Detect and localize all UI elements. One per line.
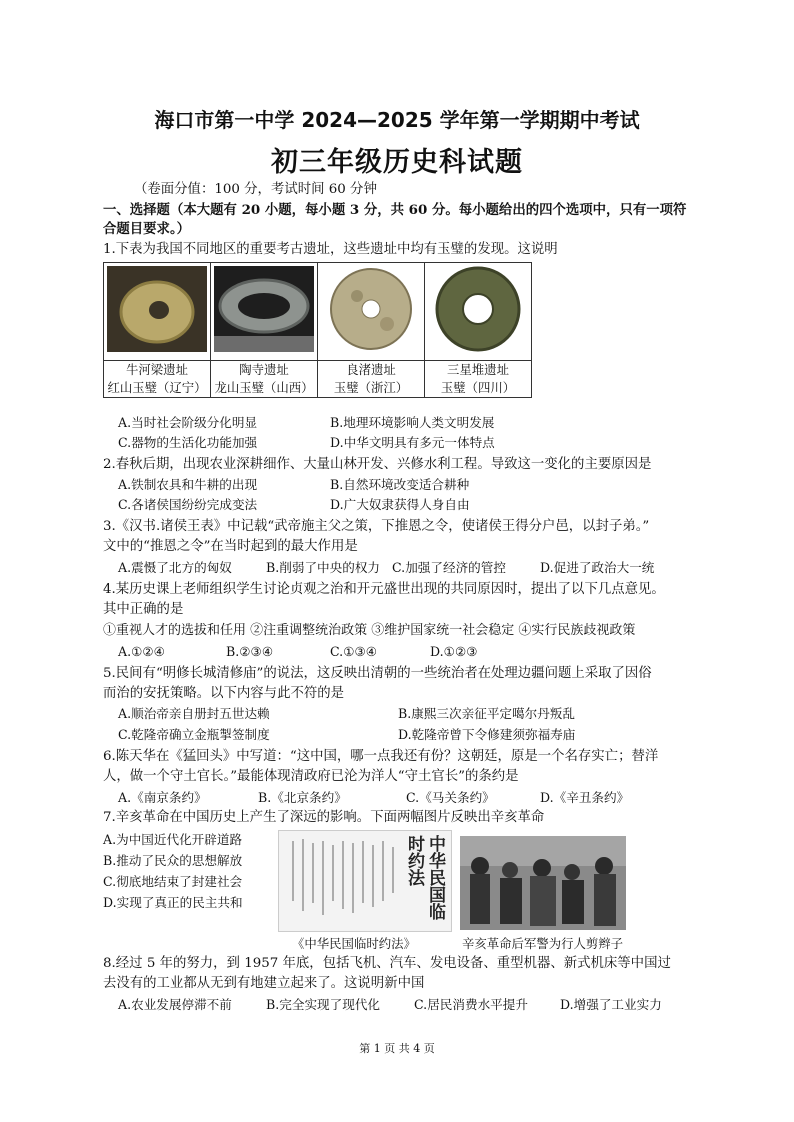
site-cell-1 — [104, 361, 211, 398]
q3-option-d[interactable]: D.促进了政治大一统 — [540, 560, 655, 575]
q8-option-c[interactable]: C.居民消费水平提升 — [414, 997, 528, 1012]
jade-cell-2 — [211, 263, 318, 361]
q6-stem-cont: 人，做一个守土官长。”最能体现清政府已沦为洋人“守土官长”的条约是 — [103, 769, 519, 784]
q2-option-d[interactable]: D.广大奴隶获得人身自由 — [330, 497, 470, 512]
q2-option-a[interactable]: A.铁制农具和牛耕的出现 — [118, 477, 258, 492]
queue-cutting-photo — [460, 836, 626, 930]
q4-option-a[interactable]: A.①②④ — [118, 644, 165, 659]
q2-option-b[interactable]: B.自然环境改变适合耕种 — [330, 477, 470, 492]
q4-option-b[interactable]: B.②③④ — [226, 644, 274, 659]
q1-stem: 1.下表为我国不同地区的重要考古遗址，这些遗址中均有玉璧的发现。这说明 — [103, 242, 558, 257]
site-item: 玉璧（浙江） — [333, 380, 409, 395]
q4-stem: 4.某历史课上老师组织学生讨论贞观之治和开元盛世出现的共同原因时，提出了以下几点意见。 — [103, 582, 665, 597]
q5-stem-cont: 而治的安抚策略。以下内容与此不符的是 — [103, 686, 345, 701]
q4-option-c[interactable]: C.①③④ — [330, 644, 378, 659]
document-heading: 中华民国临时约法 — [404, 835, 445, 920]
q5-option-b[interactable]: B.康熙三次亲征平定噶尔丹叛乱 — [398, 706, 575, 721]
q5-stem: 5.民间有“明修长城清修庙”的说法，这反映出清朝的一些统治者在处理边疆问题上采取了因俗 — [103, 666, 652, 681]
site-cell-4 — [425, 361, 532, 398]
archaeology-table — [103, 262, 532, 398]
site-cell-2 — [211, 361, 318, 398]
page-number: 第 1 页 共 4 页 — [359, 1042, 435, 1055]
section-heading: 一、选择题（本大题有 20 小题，每小题 3 分，共 60 分。每小题给出的四个选项中，只有一项符 — [103, 202, 687, 218]
exam-info: （卷面分值：100 分，考试时间 60 分钟 — [134, 182, 377, 197]
site-item: 红山玉璧（辽宁） — [107, 380, 207, 395]
caption-queue: 辛亥革命后军警为行人剪辫子 — [462, 936, 624, 951]
site-name: 牛河梁遗址 — [126, 362, 188, 377]
q8-option-d[interactable]: D.增强了工业实力 — [560, 997, 662, 1012]
q1-option-a[interactable]: A.当时社会阶级分化明显 — [118, 415, 258, 430]
q2-stem: 2.春秋后期，出现农业深耕细作、大量山林开发、兴修水利工程。导致这一变化的主要原因是 — [103, 457, 652, 472]
site-name: 三星堆遗址 — [447, 362, 509, 377]
q8-stem: 8.经过 5 年的努力，到 1957 年底，包括飞机、汽车、发电设备、重型机器、新式机床等中国过 — [103, 956, 671, 971]
q6-option-d[interactable]: D.《辛丑条约》 — [540, 790, 630, 805]
q7-option-a[interactable]: A.为中国近代化开辟道路 — [103, 832, 243, 847]
q5-option-d[interactable]: D.乾隆帝曾下令修建须弥福寿庙 — [398, 727, 576, 742]
q7-option-b[interactable]: B.推动了民众的思想解放 — [103, 853, 243, 868]
q3-option-c[interactable]: C.加强了经济的管控 — [392, 560, 506, 575]
site-item: 龙山玉璧（山西） — [214, 380, 314, 395]
q6-option-c[interactable]: C.《马关条约》 — [406, 790, 495, 805]
q6-option-b[interactable]: B.《北京条约》 — [258, 790, 347, 805]
sanxingdui-jade-image — [428, 266, 528, 352]
q7-stem: 7.辛亥革命在中国历史上产生了深远的影响。下面两幅图片反映出辛亥革命 — [103, 810, 545, 825]
liangzhu-jade-image — [321, 266, 421, 352]
provisional-constitution-image — [278, 830, 452, 932]
q1-option-d[interactable]: D.中华文明具有多元一体特点 — [330, 435, 495, 450]
q1-option-c[interactable]: C.器物的生活化功能加强 — [118, 435, 258, 450]
site-cell-3 — [318, 361, 425, 398]
jade-cell-1 — [104, 263, 211, 361]
q3-stem: 3.《汉书.诸侯王表》中记载“武帝施主父之策，下推恩之令，使诸侯王得分户邑，以封子弟。” — [103, 519, 650, 534]
q4-points: ①重视人才的选拔和任用 ②注重调整统治政策 ③维护国家统一社会稳定 ④实行民族歧视政策 — [103, 623, 636, 638]
q7-option-c[interactable]: C.彻底地结束了封建社会 — [103, 874, 243, 889]
site-name: 陶寺遗址 — [239, 362, 289, 377]
site-item: 玉璧（四川） — [440, 380, 516, 395]
q4-stem-cont: 其中正确的是 — [103, 602, 184, 617]
q8-stem-cont: 去没有的工业都从无到有地建立起来了。这说明新中国 — [103, 976, 425, 991]
hongshan-jade-image — [107, 266, 207, 352]
exam-title: 海口市第一中学 2024—2025 学年第一学期期中考试 — [154, 108, 640, 132]
q6-stem: 6.陈天华在《猛回头》中写道：“这中国，哪一点我还有份？这朝廷，原是一个名存实亡；替洋 — [103, 749, 659, 764]
q2-option-c[interactable]: C.各诸侯国纷纷完成变法 — [118, 497, 258, 512]
q8-option-b[interactable]: B.完全实现了现代化 — [266, 997, 381, 1012]
q5-option-c[interactable]: C.乾隆帝确立金瓶掣签制度 — [118, 727, 270, 742]
q8-option-a[interactable]: A.农业发展停滞不前 — [118, 997, 232, 1012]
site-name: 良渚遗址 — [346, 362, 396, 377]
q1-option-b[interactable]: B.地理环境影响人类文明发展 — [330, 415, 495, 430]
q3-option-b[interactable]: B.削弱了中央的权力 — [266, 560, 381, 575]
q6-option-a[interactable]: A.《南京条约》 — [118, 790, 207, 805]
jade-cell-4 — [425, 263, 532, 361]
q5-option-a[interactable]: A.顺治帝亲自册封五世达赖 — [118, 706, 270, 721]
exam-subtitle: 初三年级历史科试题 — [271, 147, 523, 178]
jade-cell-3 — [318, 263, 425, 361]
q3-option-a[interactable]: A.震慑了北方的匈奴 — [118, 560, 232, 575]
longshan-jade-image — [214, 266, 314, 352]
q3-stem-cont: 文中的“推恩之令”在当时起到的最大作用是 — [103, 539, 358, 554]
q7-option-d[interactable]: D.实现了真正的民主共和 — [103, 895, 243, 910]
caption-constitution: 《中华民国临时约法》 — [292, 936, 416, 951]
historical-photo-graphic — [460, 836, 626, 930]
section-heading-cont: 合题目要求。） — [103, 221, 191, 237]
q4-option-d[interactable]: D.①②③ — [430, 644, 478, 659]
